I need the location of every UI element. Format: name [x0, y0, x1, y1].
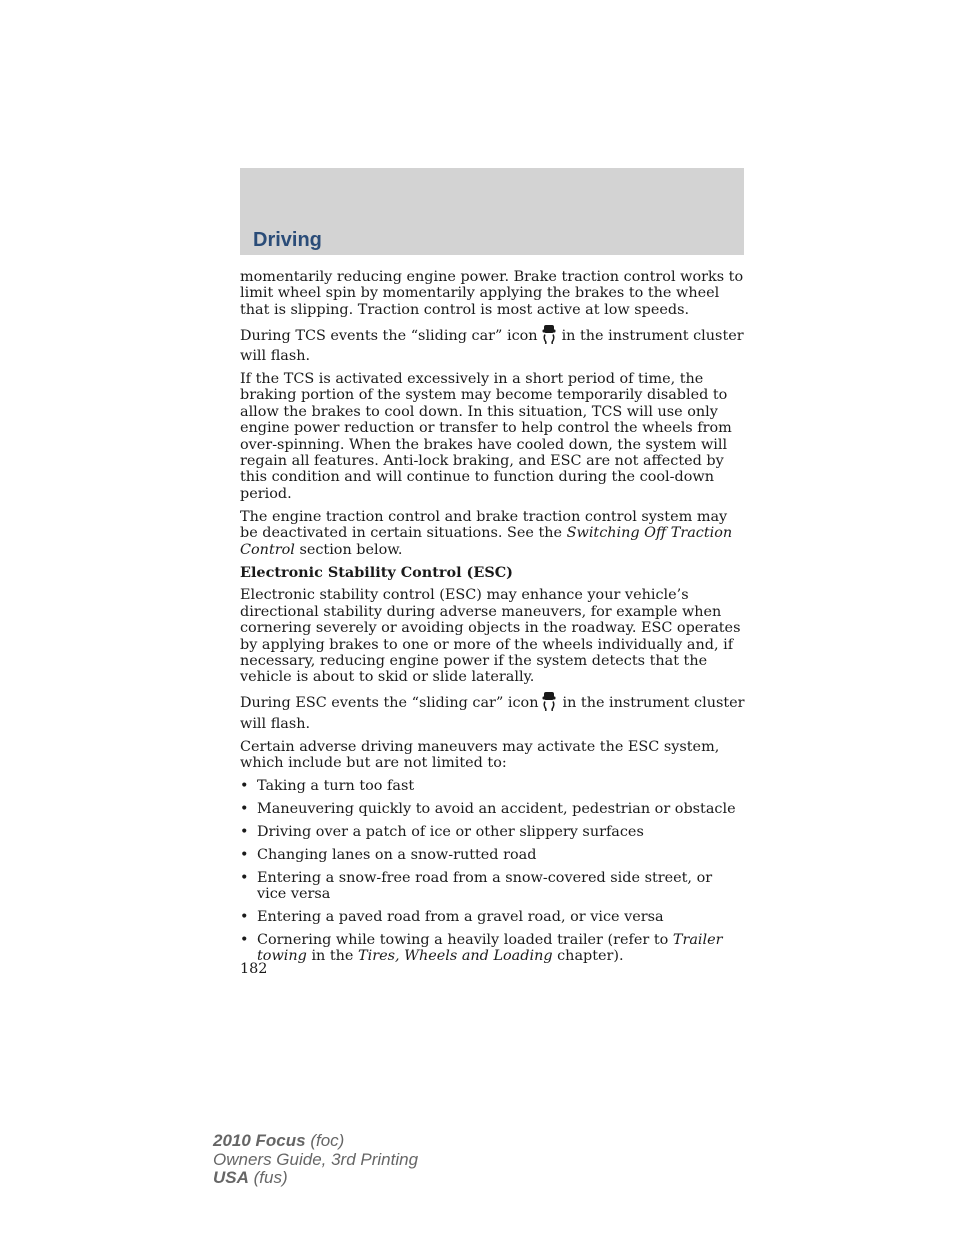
paragraph-esc-icon — [240, 692, 745, 732]
footer-line-3 — [213, 1169, 418, 1188]
footer-market-code: (fus) — [253, 1168, 288, 1187]
footer-model: 2010 Focus — [213, 1131, 306, 1150]
list-item-text: Entering a paved road from a gravel road, or vice versa — [257, 908, 664, 925]
cross-reference-tires-chapter: Tires, Wheels and Loading — [358, 948, 553, 965]
list-item-text-e: chapter). — [557, 948, 624, 965]
list-item-text-a: Cornering while towing a heavily loaded trailer (refer to — [257, 931, 669, 948]
bullet: • — [240, 777, 249, 794]
sliding-car-icon — [542, 692, 556, 715]
paragraph-deactivation — [240, 509, 745, 558]
paragraph-tcs-icon — [240, 325, 745, 365]
list-item — [240, 847, 745, 863]
list-item — [240, 778, 745, 794]
paragraph-adverse-maneuvers: Certain adverse driving maneuvers may activate the ESC system, which include but are not limited to: — [240, 738, 720, 772]
bullet: • — [240, 931, 249, 948]
list-item — [240, 870, 745, 903]
list-item — [240, 801, 745, 817]
list-item — [240, 824, 745, 840]
paragraph-tcs-overuse: If the TCS is activated excessively in a short period of time, the braking portion of the system may become temporarily disabled to allow the brakes to cool down. In this situation, TCS will use only engine power reduction or transfer to help control the wheels from over-spinning. When the brakes have cooled down, the system will regain all features. Anti-lock braking, and ESC are not affected by this condition and will continue to function during the cool-down period. — [240, 371, 732, 502]
paragraph-esc-description: Electronic stability control (ESC) may enhance your vehicle’s directional stability during adverse maneuvers, for example when cornering severely or avoiding objects in the roadway. ESC operates by applying brakes to one or more of the wheels individually and, if necessary, reducing engine power if the system detects that the vehicle is about to skid or slide laterally. — [240, 587, 741, 686]
list-item-text: Taking a turn too fast — [257, 777, 415, 794]
paragraph-tcs-icon-text-after: in the instrument cluster will flash. — [240, 327, 744, 365]
maneuver-list — [240, 778, 745, 965]
paragraph-tcs-icon-text-before: During TCS events the “sliding car” icon — [240, 327, 538, 344]
footer-model-code: (foc) — [310, 1131, 345, 1150]
esc-heading: Electronic Stability Control (ESC) — [240, 563, 513, 581]
paragraph-esc-icon-text-after: in the instrument cluster will flash. — [240, 695, 745, 732]
body-text — [240, 269, 745, 971]
bullet: • — [240, 800, 249, 817]
bullet: • — [240, 823, 249, 840]
list-item-text: Changing lanes on a snow-rutted road — [257, 846, 537, 863]
paragraph-deactivation-before: The engine traction control and brake traction control system may be deactivated in certain situations. See the — [240, 508, 728, 542]
page-number: 182 — [240, 961, 268, 977]
footer-line-2: Owners Guide, 3rd Printing — [213, 1149, 419, 1169]
list-item-text: Driving over a patch of ice or other slippery surfaces — [257, 823, 644, 840]
paragraph-traction-control: momentarily reducing engine power. Brake traction control works to limit wheel spin by momentarily applying the brakes to the wheel that is slipping. Traction control is most active at low speeds. — [240, 269, 744, 318]
footer-market: USA — [213, 1168, 249, 1187]
list-item — [240, 909, 745, 925]
paragraph-deactivation-after: section below. — [299, 541, 403, 558]
list-item — [240, 932, 745, 965]
section-title: Driving — [253, 229, 322, 251]
bullet: • — [240, 846, 249, 863]
list-item-text-c: in the — [311, 948, 354, 965]
list-item-text: Entering a snow-free road from a snow-covered side street, or vice versa — [257, 869, 713, 902]
paragraph-esc-icon-text-before: During ESC events the “sliding car” icon — [240, 695, 539, 712]
cross-reference-trailer-towing: Trailer towing — [257, 931, 723, 965]
bullet: • — [240, 908, 249, 925]
list-item-text: Maneuvering quickly to avoid an accident, pedestrian or obstacle — [257, 800, 736, 817]
bullet: • — [240, 869, 249, 886]
section-header-band — [240, 168, 744, 255]
footer-line-1 — [213, 1132, 418, 1151]
footer — [213, 1132, 418, 1188]
cross-reference-switching-off: Switching Off Traction Control — [240, 525, 733, 558]
sliding-car-icon — [542, 325, 556, 348]
